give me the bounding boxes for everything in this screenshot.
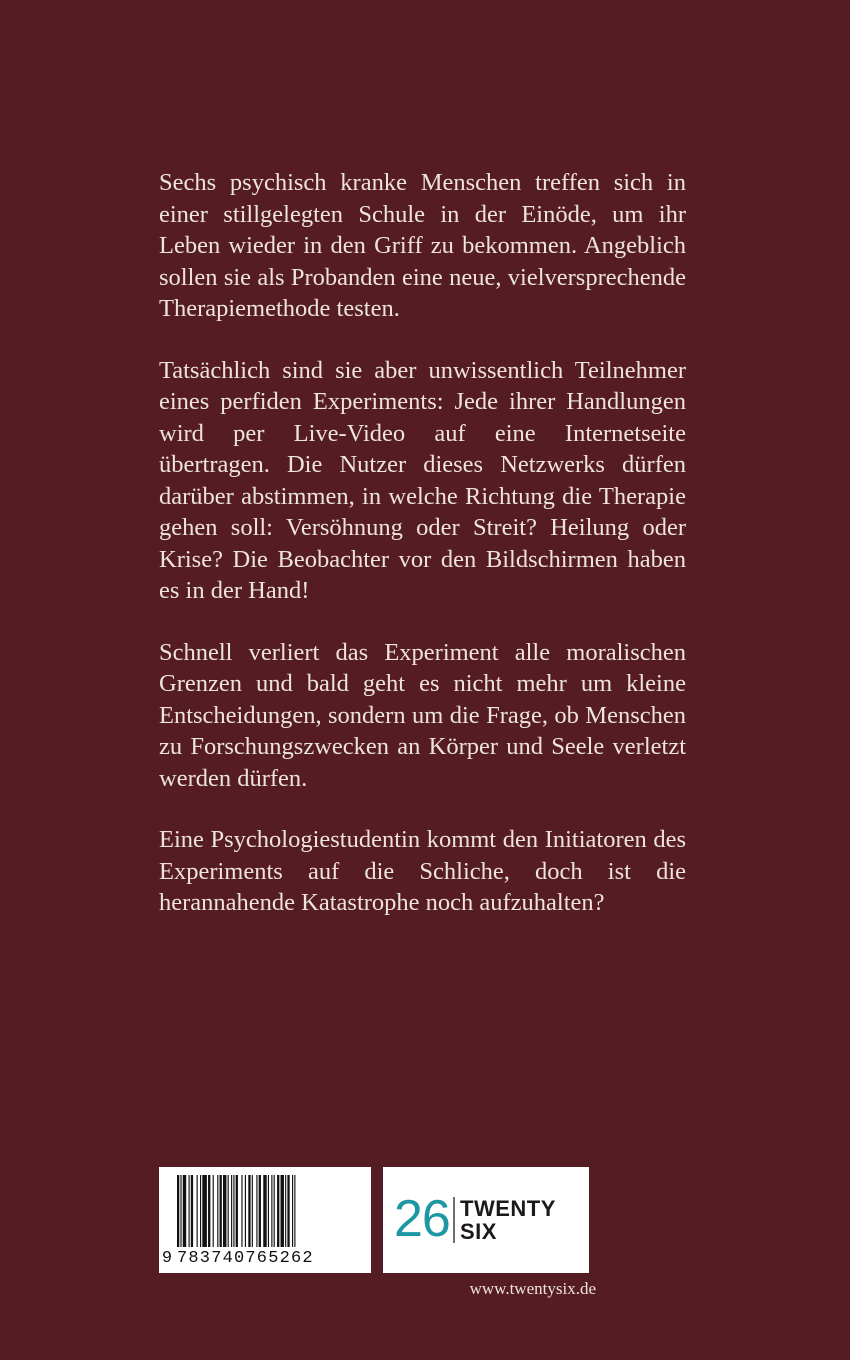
barcode-bar (189, 1175, 190, 1247)
back-cover-blurb (159, 167, 686, 949)
barcode-bar (180, 1175, 181, 1247)
barcode-bar (271, 1175, 272, 1247)
barcode-bar (202, 1175, 207, 1247)
blurb-paragraph-2: Tatsächlich sind sie aber unwissentlich Teilnehmer eines perfiden Experiments: Jede ihrer Handlungen wird per Live-Video auf eine Internetseite übertragen. Die Nutzer dieses Netzwerks dürfen darüber abstimmen, in welche Richtung die Therapie gehen soll: Versöhnung oder Streit? Heilung oder Krise? Die Beobachter vor den Bildschirmen haben es in der Hand! (159, 356, 686, 604)
barcode-bar (208, 1175, 210, 1247)
barcode-bar (294, 1175, 295, 1247)
barcode-bar (228, 1175, 229, 1247)
barcode-bar (200, 1175, 201, 1247)
isbn-barcode (159, 1167, 371, 1273)
barcode-bar (191, 1175, 193, 1247)
barcode-bars (177, 1175, 353, 1247)
barcode-bar (213, 1175, 214, 1247)
barcode-bar (285, 1175, 286, 1247)
barcode-lead-digit: 9 (161, 1249, 173, 1268)
blurb-paragraph-4: Eine Psychologiestudentin kommt den Initiatoren des Experiments auf die Schliche, doch ist die herannahende Katastrophe noch aufzuhalten? (159, 826, 686, 916)
blurb-paragraph-3: Schnell verliert das Experiment alle moralischen Grenzen und bald geht es nicht mehr um kleine Entscheidungen, sondern um die Frage, ob Menschen zu Forschungszwecken an Körper und Seele verletzt werden dürfen. (159, 638, 686, 792)
barcode-bar (217, 1175, 218, 1247)
barcode-bar (281, 1175, 284, 1247)
barcode-bar (277, 1175, 279, 1247)
barcode-bar (223, 1175, 226, 1247)
logo-divider (453, 1197, 455, 1243)
barcode-bar (197, 1175, 198, 1247)
logo-wordmark (460, 1197, 556, 1243)
barcode-bar (177, 1175, 179, 1247)
logo-word-six: SIX (460, 1219, 497, 1244)
barcode-bar (274, 1175, 275, 1247)
barcode-bar (231, 1175, 232, 1247)
barcode-number (159, 1249, 371, 1268)
barcode-bar (233, 1175, 234, 1247)
logo-number: 26 (394, 1190, 450, 1248)
barcode-bar (236, 1175, 238, 1247)
barcode-digits: 783740765262 (177, 1249, 314, 1268)
barcode-bar (287, 1175, 289, 1247)
barcode-bar (292, 1175, 293, 1247)
barcode-bar (183, 1175, 186, 1247)
barcode-bar (241, 1175, 242, 1247)
publisher-logo (383, 1167, 589, 1273)
publisher-website: www.twentysix.de (469, 1279, 596, 1298)
barcode-bar (256, 1175, 257, 1247)
logo-word-twenty: TWENTY (460, 1196, 556, 1221)
barcode-bar (259, 1175, 261, 1247)
barcode-bar (245, 1175, 246, 1247)
barcode-bar (220, 1175, 222, 1247)
barcode-bar (263, 1175, 266, 1247)
barcode-bar (248, 1175, 250, 1247)
barcode-bar (268, 1175, 269, 1247)
barcode-bar (252, 1175, 253, 1247)
blurb-paragraph-1: Sechs psychisch kranke Menschen treffen sich in einer stillgelegten Schule in der Einöde, um ihr Leben wieder in den Griff zu bekommen. Angeblich sollen sie als Probanden eine neue, vielversprechende Therapiemethode testen. (159, 169, 686, 322)
